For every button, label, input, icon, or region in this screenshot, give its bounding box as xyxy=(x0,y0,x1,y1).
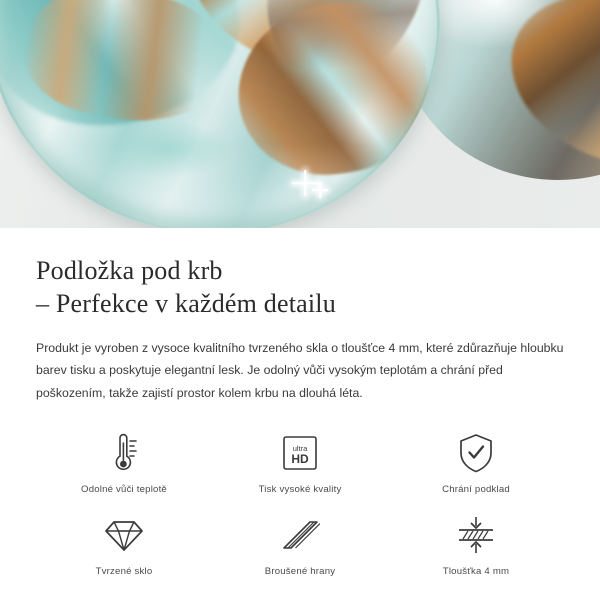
svg-text:HD: HD xyxy=(291,451,309,466)
gold-vein-4 xyxy=(17,0,240,139)
headline-line-2: – Perfekce v každém detailu xyxy=(36,289,336,319)
thermometer-icon xyxy=(104,431,144,475)
product-description-text: Produkt je vyroben z vysoce kvalitního tvrzeného skla o tloušťce 4 mm, které zdůrazňuje hloubku barev tisku a poskytuje elegantní lesk. Je odolný vůči vysokým teplotám a chrání před poškozením, takže zajistí prostor kolem krbu na dlouhá léta. xyxy=(36,340,564,400)
feature-label: Chrání podklad xyxy=(442,483,510,495)
feature-label: Tisk vysoké kvality xyxy=(258,483,342,495)
primary-glass-disc xyxy=(0,0,440,228)
feature-item-temperature xyxy=(36,431,212,495)
diamond-icon xyxy=(104,513,144,557)
feature-item-polished-edges xyxy=(212,513,388,577)
feature-grid xyxy=(36,431,564,577)
feature-item-print-quality xyxy=(212,431,388,495)
page-title xyxy=(36,254,564,321)
marble-texture-primary xyxy=(0,0,440,228)
svg-text:ultra: ultra xyxy=(292,443,308,453)
feature-item-tempered-glass xyxy=(36,513,212,577)
feature-label: Broušené hrany xyxy=(264,565,336,577)
feature-item-thickness xyxy=(388,513,564,577)
headline-line-1: Podložka pod krb xyxy=(36,256,223,285)
content-area xyxy=(0,254,600,577)
feature-item-surface-protection xyxy=(388,431,564,495)
feature-label: Tvrzené sklo xyxy=(95,565,153,577)
shield-check-icon xyxy=(457,431,495,475)
feature-label: Odolné vůči teplotě xyxy=(81,483,167,495)
ultra-hd-icon xyxy=(280,431,320,475)
gold-vein-2 xyxy=(163,0,416,96)
hero-product-image xyxy=(0,0,600,228)
teal-swirl xyxy=(0,0,263,158)
polished-edges-icon xyxy=(280,513,320,557)
dark-vein-5 xyxy=(248,0,440,99)
feature-label: Tloušťka 4 mm xyxy=(442,565,510,577)
thickness-icon xyxy=(454,513,498,557)
